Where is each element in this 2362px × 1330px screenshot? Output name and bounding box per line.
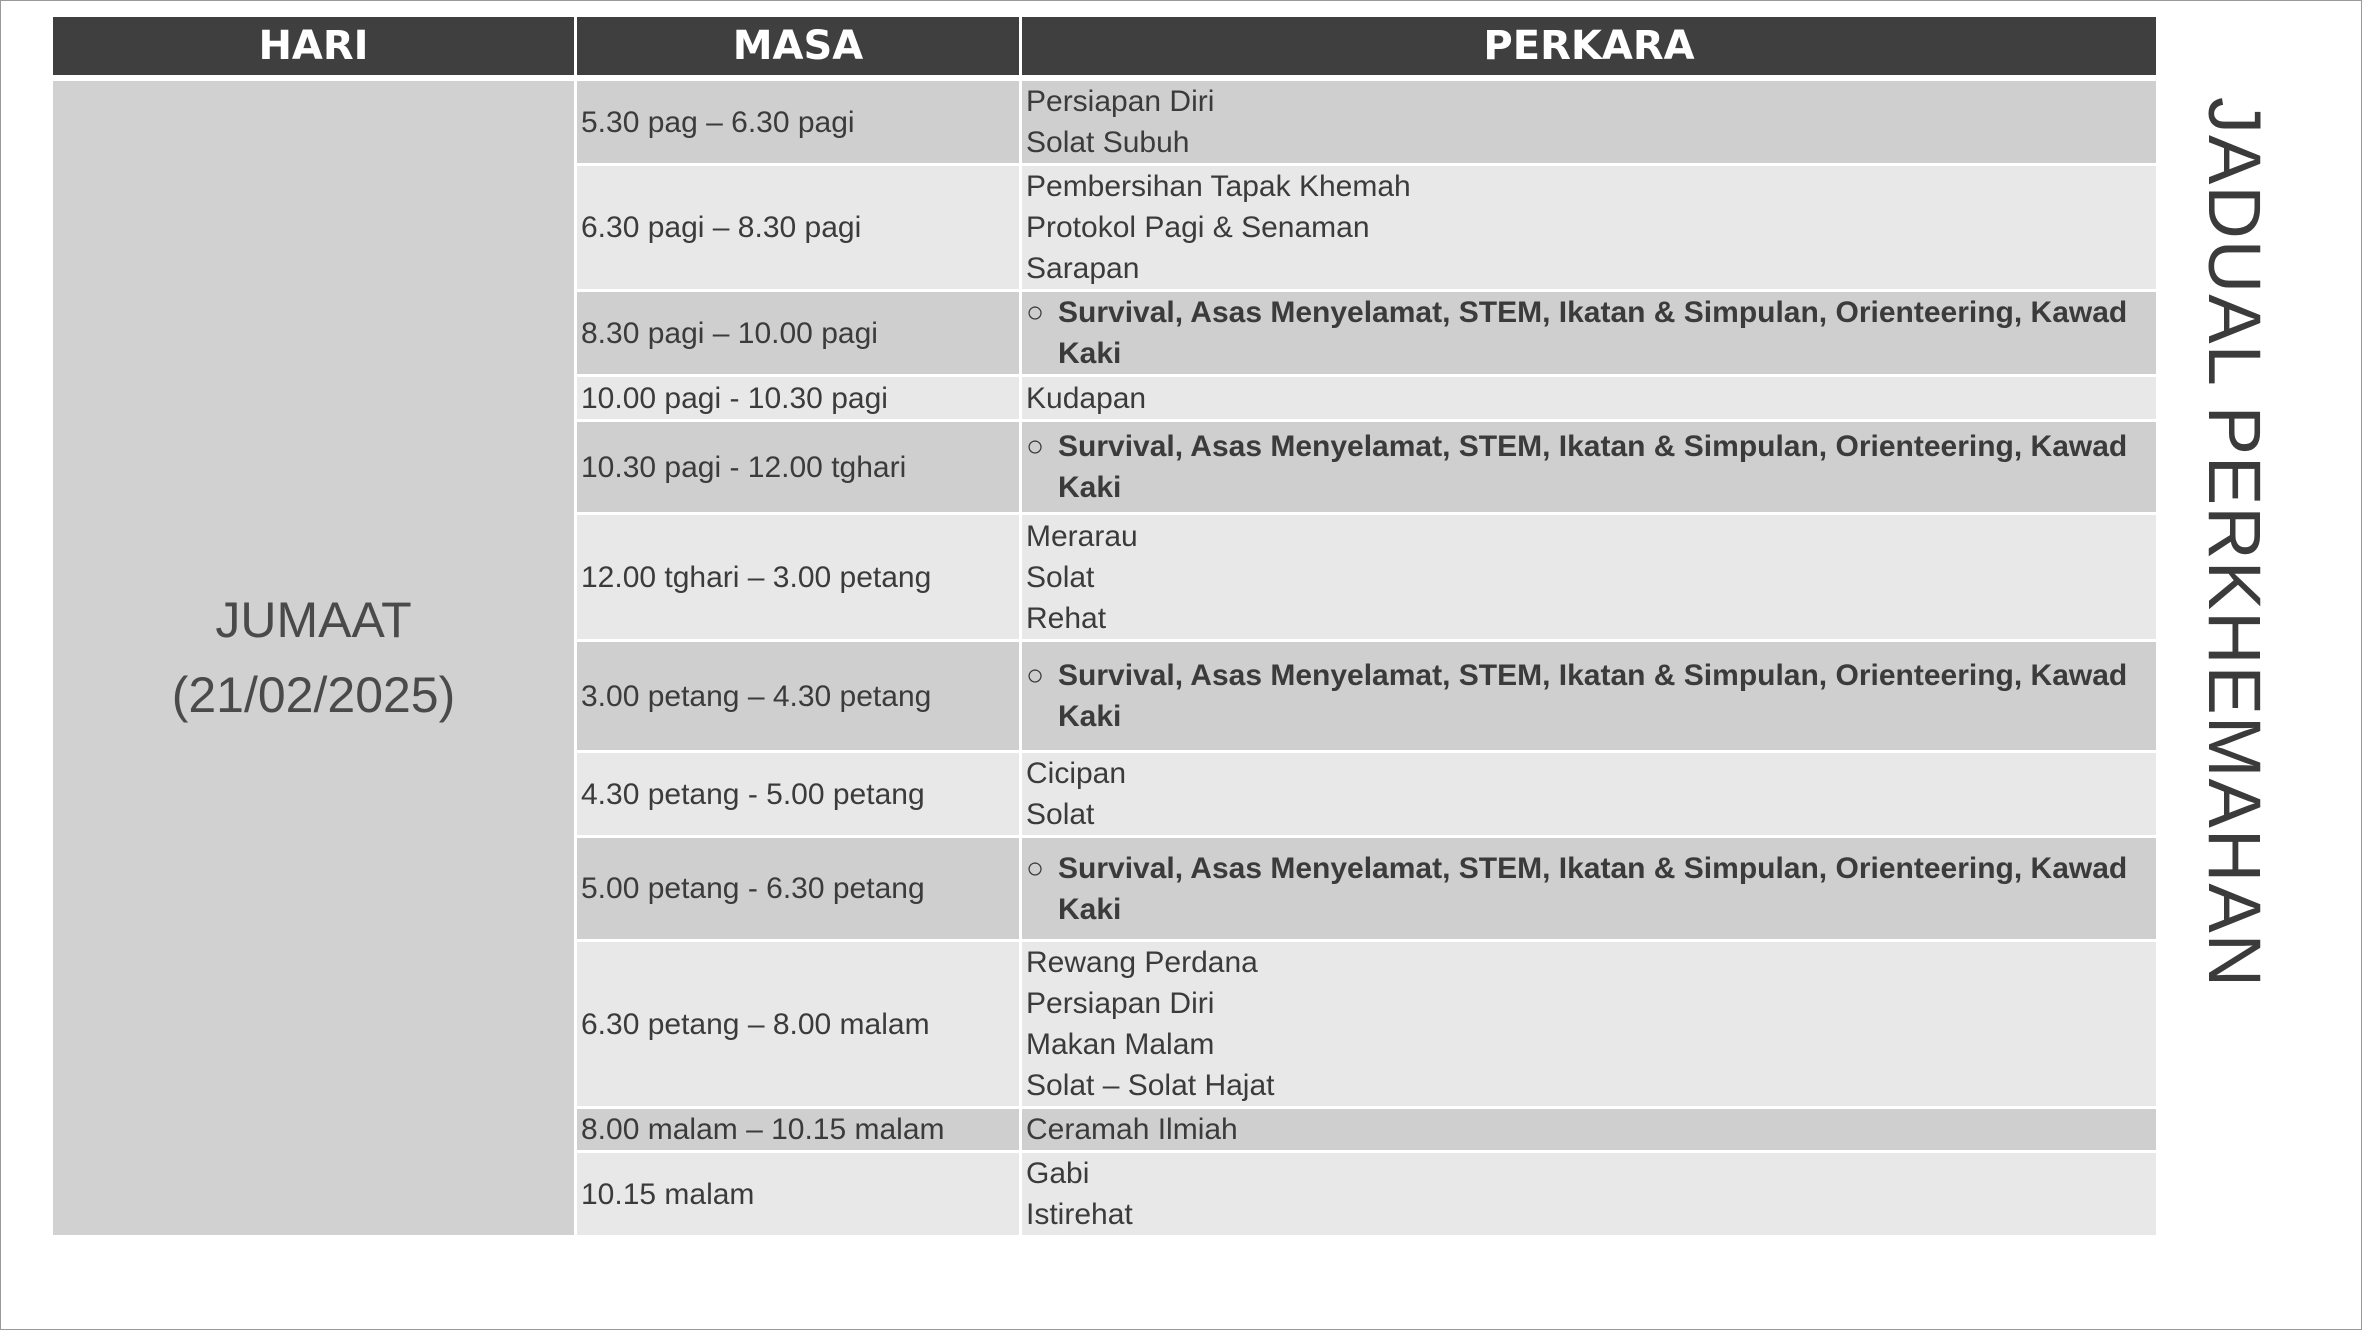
activity-cell bbox=[1022, 512, 2156, 639]
activity-line: Solat Subuh bbox=[1026, 126, 1190, 159]
activity-line: Gabi bbox=[1026, 1157, 1090, 1190]
bullet-activity-text: Survival, Asas Menyelamat, STEM, Ikatan & Simpulan, Orienteering, Kawad Kaki bbox=[1058, 296, 2128, 370]
time-cell: 6.30 pagi – 8.30 pagi bbox=[577, 163, 1022, 289]
activity-cell bbox=[1022, 1106, 2156, 1150]
circle-bullet-icon: ○ bbox=[1026, 851, 1045, 885]
time-cell: 10.00 pagi - 10.30 pagi bbox=[577, 374, 1022, 419]
activity-cell bbox=[1022, 750, 2156, 835]
time-cell: 3.00 petang – 4.30 petang bbox=[577, 639, 1022, 750]
activity-line: Sarapan bbox=[1026, 252, 1140, 285]
activity-cell bbox=[1022, 835, 2156, 939]
activity-line: Ceramah Ilmiah bbox=[1026, 1113, 1238, 1146]
activity-line: Cicipan bbox=[1026, 757, 1127, 790]
header-masa: MASA bbox=[577, 17, 1022, 75]
activity-line: Solat bbox=[1026, 798, 1095, 831]
activity-cell bbox=[1022, 939, 2156, 1106]
time-cell: 8.00 malam – 10.15 malam bbox=[577, 1106, 1022, 1150]
activity-line: Protokol Pagi & Senaman bbox=[1026, 211, 1370, 244]
activity-line: Kudapan bbox=[1026, 381, 1147, 415]
activity-line: Rehat bbox=[1026, 601, 1107, 635]
header-row bbox=[53, 17, 2156, 75]
activity-cell bbox=[1022, 374, 2156, 419]
time-cell: 8.30 pagi – 10.00 pagi bbox=[577, 289, 1022, 374]
time-cell: 5.00 petang - 6.30 petang bbox=[577, 835, 1022, 939]
time-cell: 10.15 malam bbox=[577, 1150, 1022, 1235]
time-cell: 12.00 tghari – 3.00 petang bbox=[577, 512, 1022, 639]
circle-bullet-icon: ○ bbox=[1026, 430, 1045, 463]
activity-cell bbox=[1022, 419, 2156, 512]
activity-cell bbox=[1022, 1150, 2156, 1235]
header-perkara: PERKARA bbox=[1022, 17, 2156, 75]
time-cell: 10.30 pagi - 12.00 tghari bbox=[577, 419, 1022, 512]
activity-line: Istirehat bbox=[1026, 1198, 1133, 1231]
bullet-activity-text: Survival, Asas Menyelamat, STEM, Ikatan & Simpulan, Orienteering, Kawad Kaki bbox=[1058, 430, 2128, 504]
side-title: JADUAL PERKHEMAHAN bbox=[2193, 97, 2276, 989]
activity-cell bbox=[1022, 639, 2156, 750]
schedule-table bbox=[53, 17, 2156, 1235]
bullet-activity bbox=[1026, 655, 2156, 737]
circle-bullet-icon: ○ bbox=[1026, 296, 1045, 329]
header-hari: HARI bbox=[53, 17, 577, 75]
bullet-activity bbox=[1026, 848, 2156, 930]
schedule-row bbox=[53, 75, 2156, 163]
bullet-activity bbox=[1026, 292, 2156, 374]
bullet-activity-text: Survival, Asas Menyelamat, STEM, Ikatan & Simpulan, Orienteering, Kawad Kaki bbox=[1058, 659, 2128, 733]
time-cell: 5.30 pag – 6.30 pagi bbox=[577, 75, 1022, 163]
activity-cell bbox=[1022, 289, 2156, 374]
bullet-activity-text: Survival, Asas Menyelamat, STEM, Ikatan & Simpulan, Orienteering, Kawad Kaki bbox=[1058, 851, 2128, 926]
activity-line: Persiapan Diri bbox=[1026, 987, 1215, 1020]
activity-line: Makan Malam bbox=[1026, 1028, 1215, 1061]
activity-line: Persiapan Diri bbox=[1026, 85, 1215, 118]
time-cell: 4.30 petang - 5.00 petang bbox=[577, 750, 1022, 835]
circle-bullet-icon: ○ bbox=[1026, 659, 1045, 692]
activity-cell bbox=[1022, 75, 2156, 163]
activity-line: Solat bbox=[1026, 560, 1095, 594]
activity-cell bbox=[1022, 163, 2156, 289]
time-cell: 6.30 petang – 8.00 malam bbox=[577, 939, 1022, 1106]
activity-line: Rewang Perdana bbox=[1026, 946, 1258, 979]
bullet-activity bbox=[1026, 426, 2156, 508]
day-name: JUMAAT bbox=[215, 592, 412, 648]
activity-line: Pembersihan Tapak Khemah bbox=[1026, 170, 1411, 203]
activity-line: Merarau bbox=[1026, 519, 1138, 553]
activity-line: Solat – Solat Hajat bbox=[1026, 1069, 1275, 1102]
day-date: (21/02/2025) bbox=[171, 667, 456, 723]
day-cell bbox=[53, 75, 577, 1235]
